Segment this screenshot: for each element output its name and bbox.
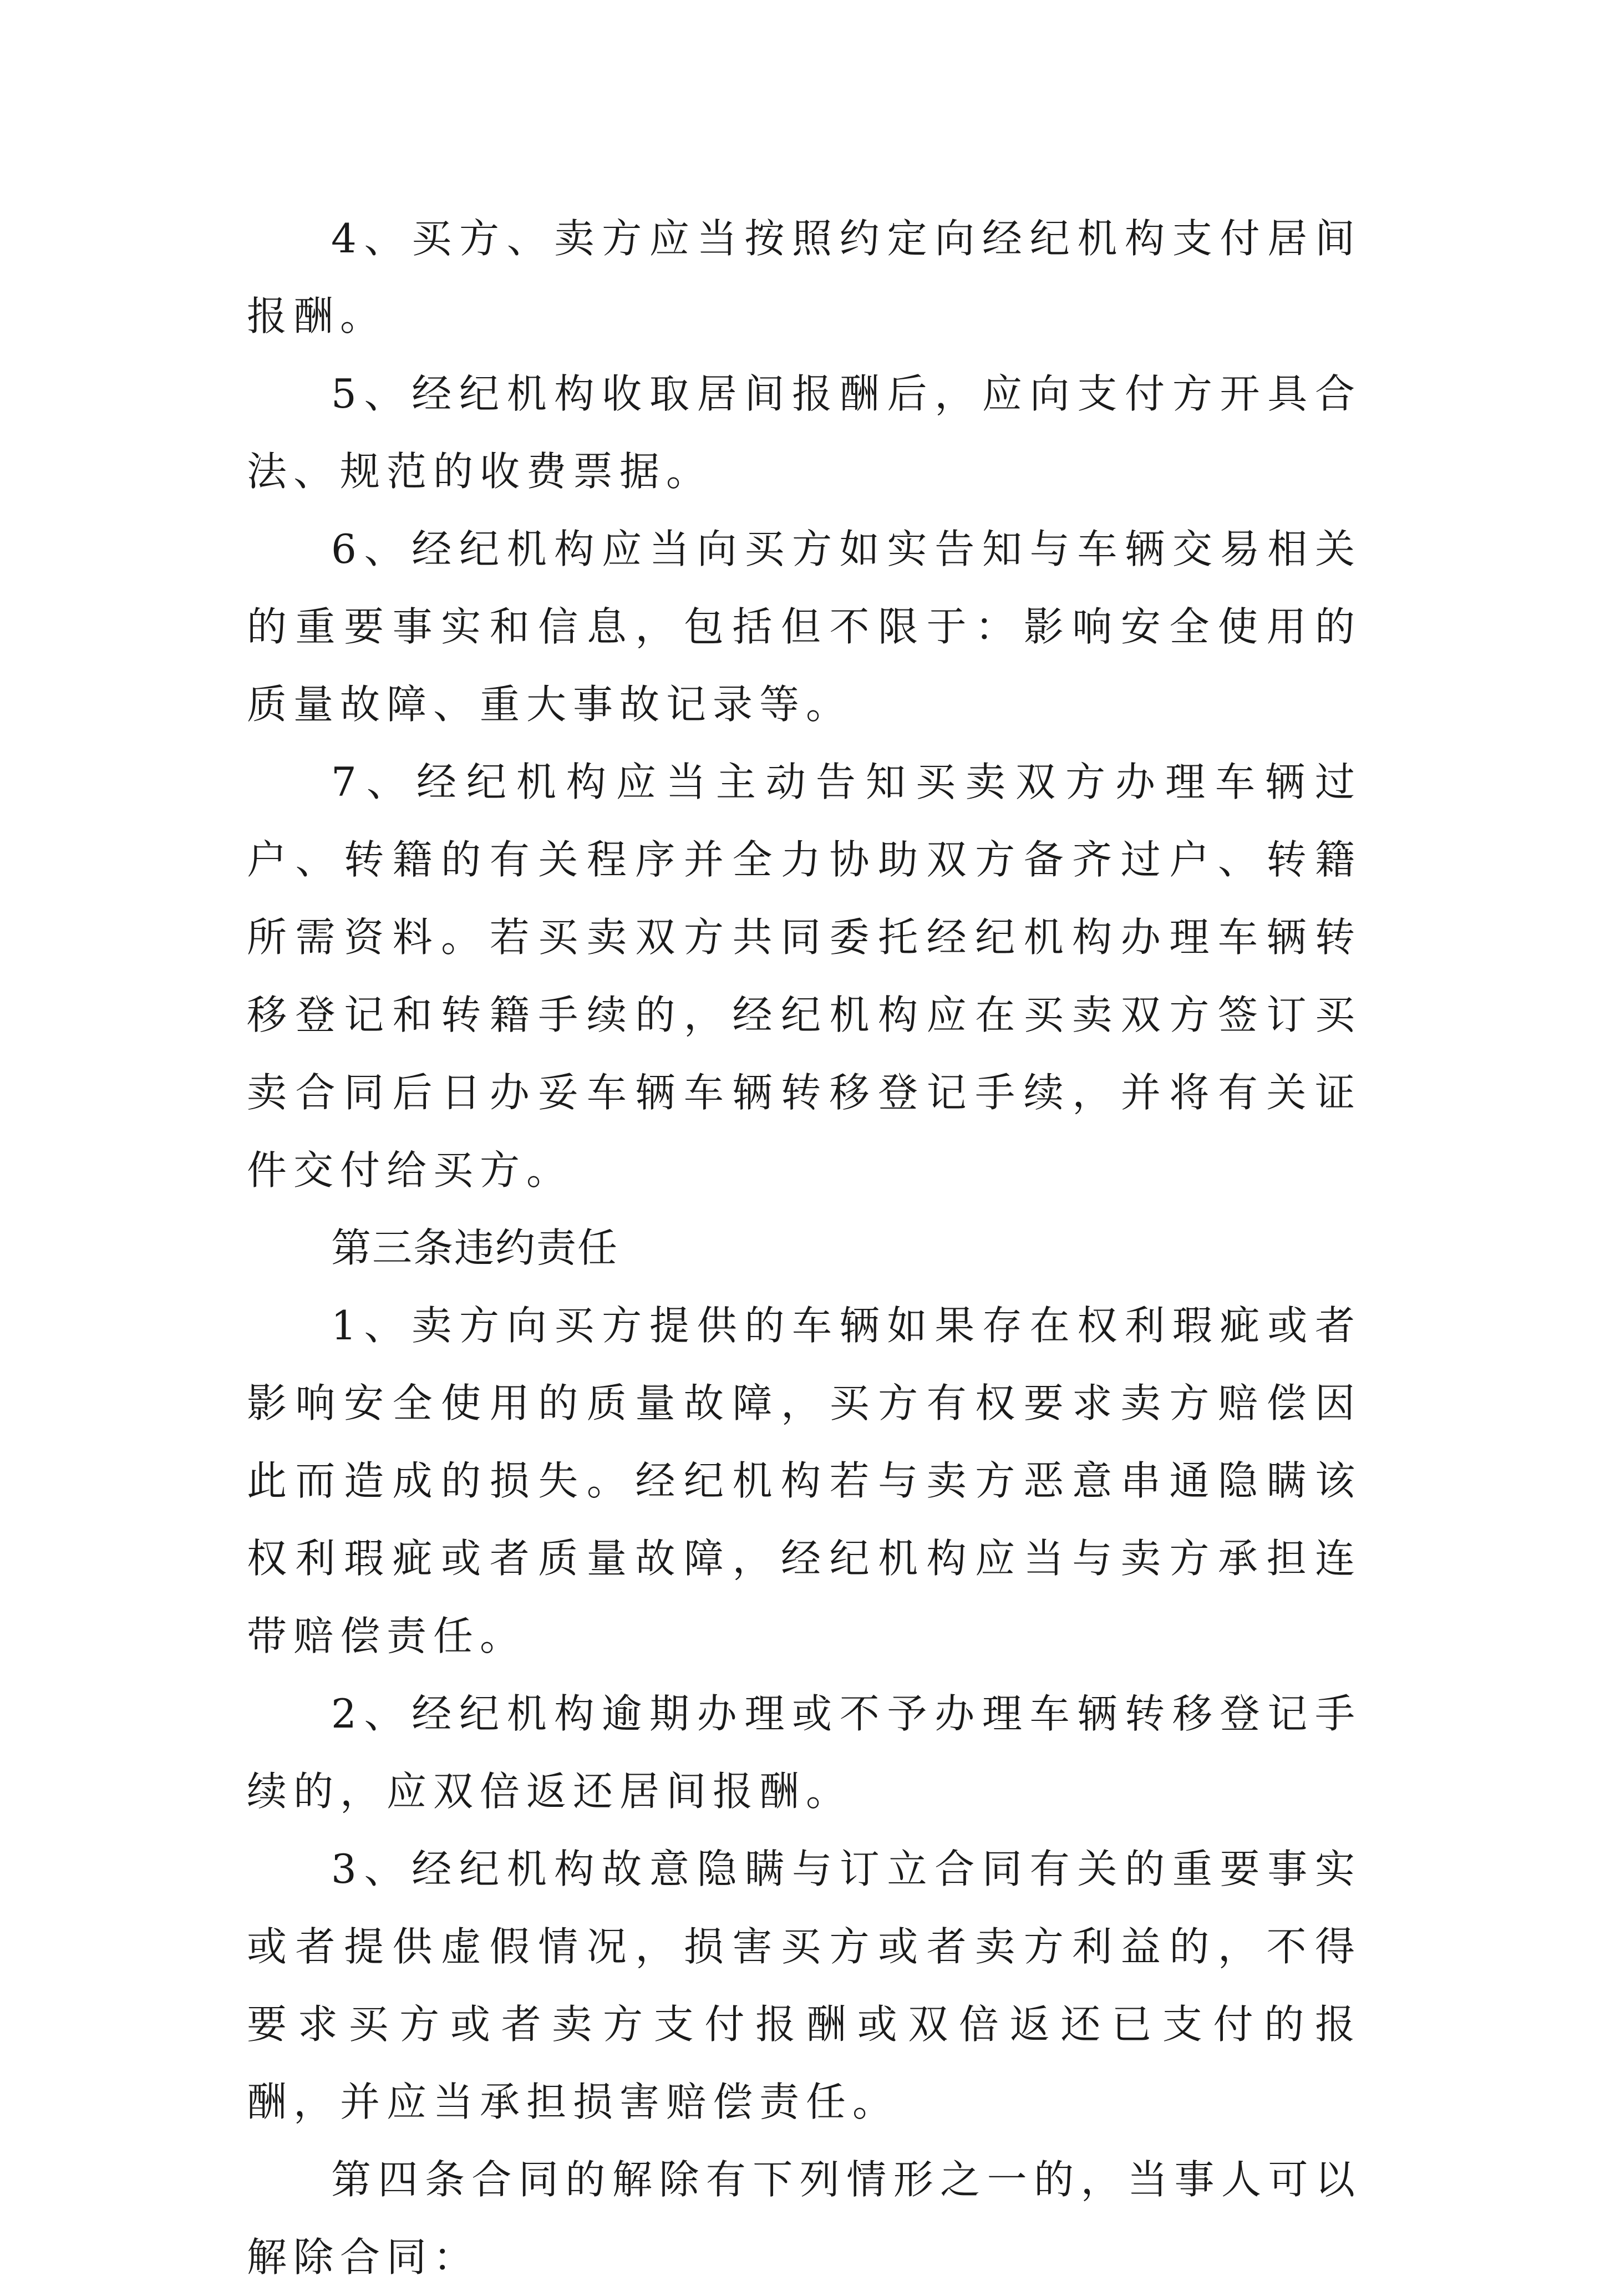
paragraph-transfer-registration: 7、经纪机构应当主动告知买卖双方办理车辆过户、转籍的有关程序并全力协助双方备齐过户、转籍所需资料。若买卖双方共同委托经纪机构办理车辆转移登记和转籍手续的，经纪机构应在买卖双方签订买卖合同后日办妥车辆车辆转移登记手续，并将有关证件交付给买方。 [247, 759, 1362, 1193]
paragraph-disclosure-to-buyer: 6、经纪机构应当向买方如实告知与车辆交易相关的重要事实和信息，包括但不限于：影响安全使用的质量故障、重大事故记录等。 [247, 526, 1362, 728]
paragraph-liability-defects: 1、卖方向买方提供的车辆如果存在权利瑕疵或者影响安全使用的质量故障，买方有权要求卖方赔偿因此而造成的损失。经纪机构若与卖方恶意串通隐瞒该权利瑕疵或者质量故障，经纪机构应当与卖方承担连带赔偿责任。 [247, 1302, 1362, 1659]
paragraph-liability-concealment: 3、经纪机构故意隐瞒与订立合同有关的重要事实或者提供虚假情况，损害买方或者卖方利益的，不得要求买方或者卖方支付报酬或双倍返还已支付的报酬，并应当承担损害赔偿责任。 [247, 1846, 1362, 2125]
document-body [247, 200, 1362, 2296]
section-heading-liability: 第三条违约责任 [331, 1225, 619, 1271]
paragraph-receipt-of-fee: 5、经纪机构收取居间报酬后，应向支付方开具合法、规范的收费票据。 [247, 370, 1362, 495]
paragraph-liability-overdue: 2、经纪机构逾期办理或不予办理车辆转移登记手续的，应双倍返还居间报酬。 [247, 1690, 1362, 1815]
paragraph-termination-intro: 第四条合同的解除有下列情形之一的，当事人可以解除合同： [247, 2156, 1362, 2280]
paragraph-payment-of-fee: 4、买方、卖方应当按照约定向经纪机构支付居间报酬。 [247, 215, 1362, 339]
